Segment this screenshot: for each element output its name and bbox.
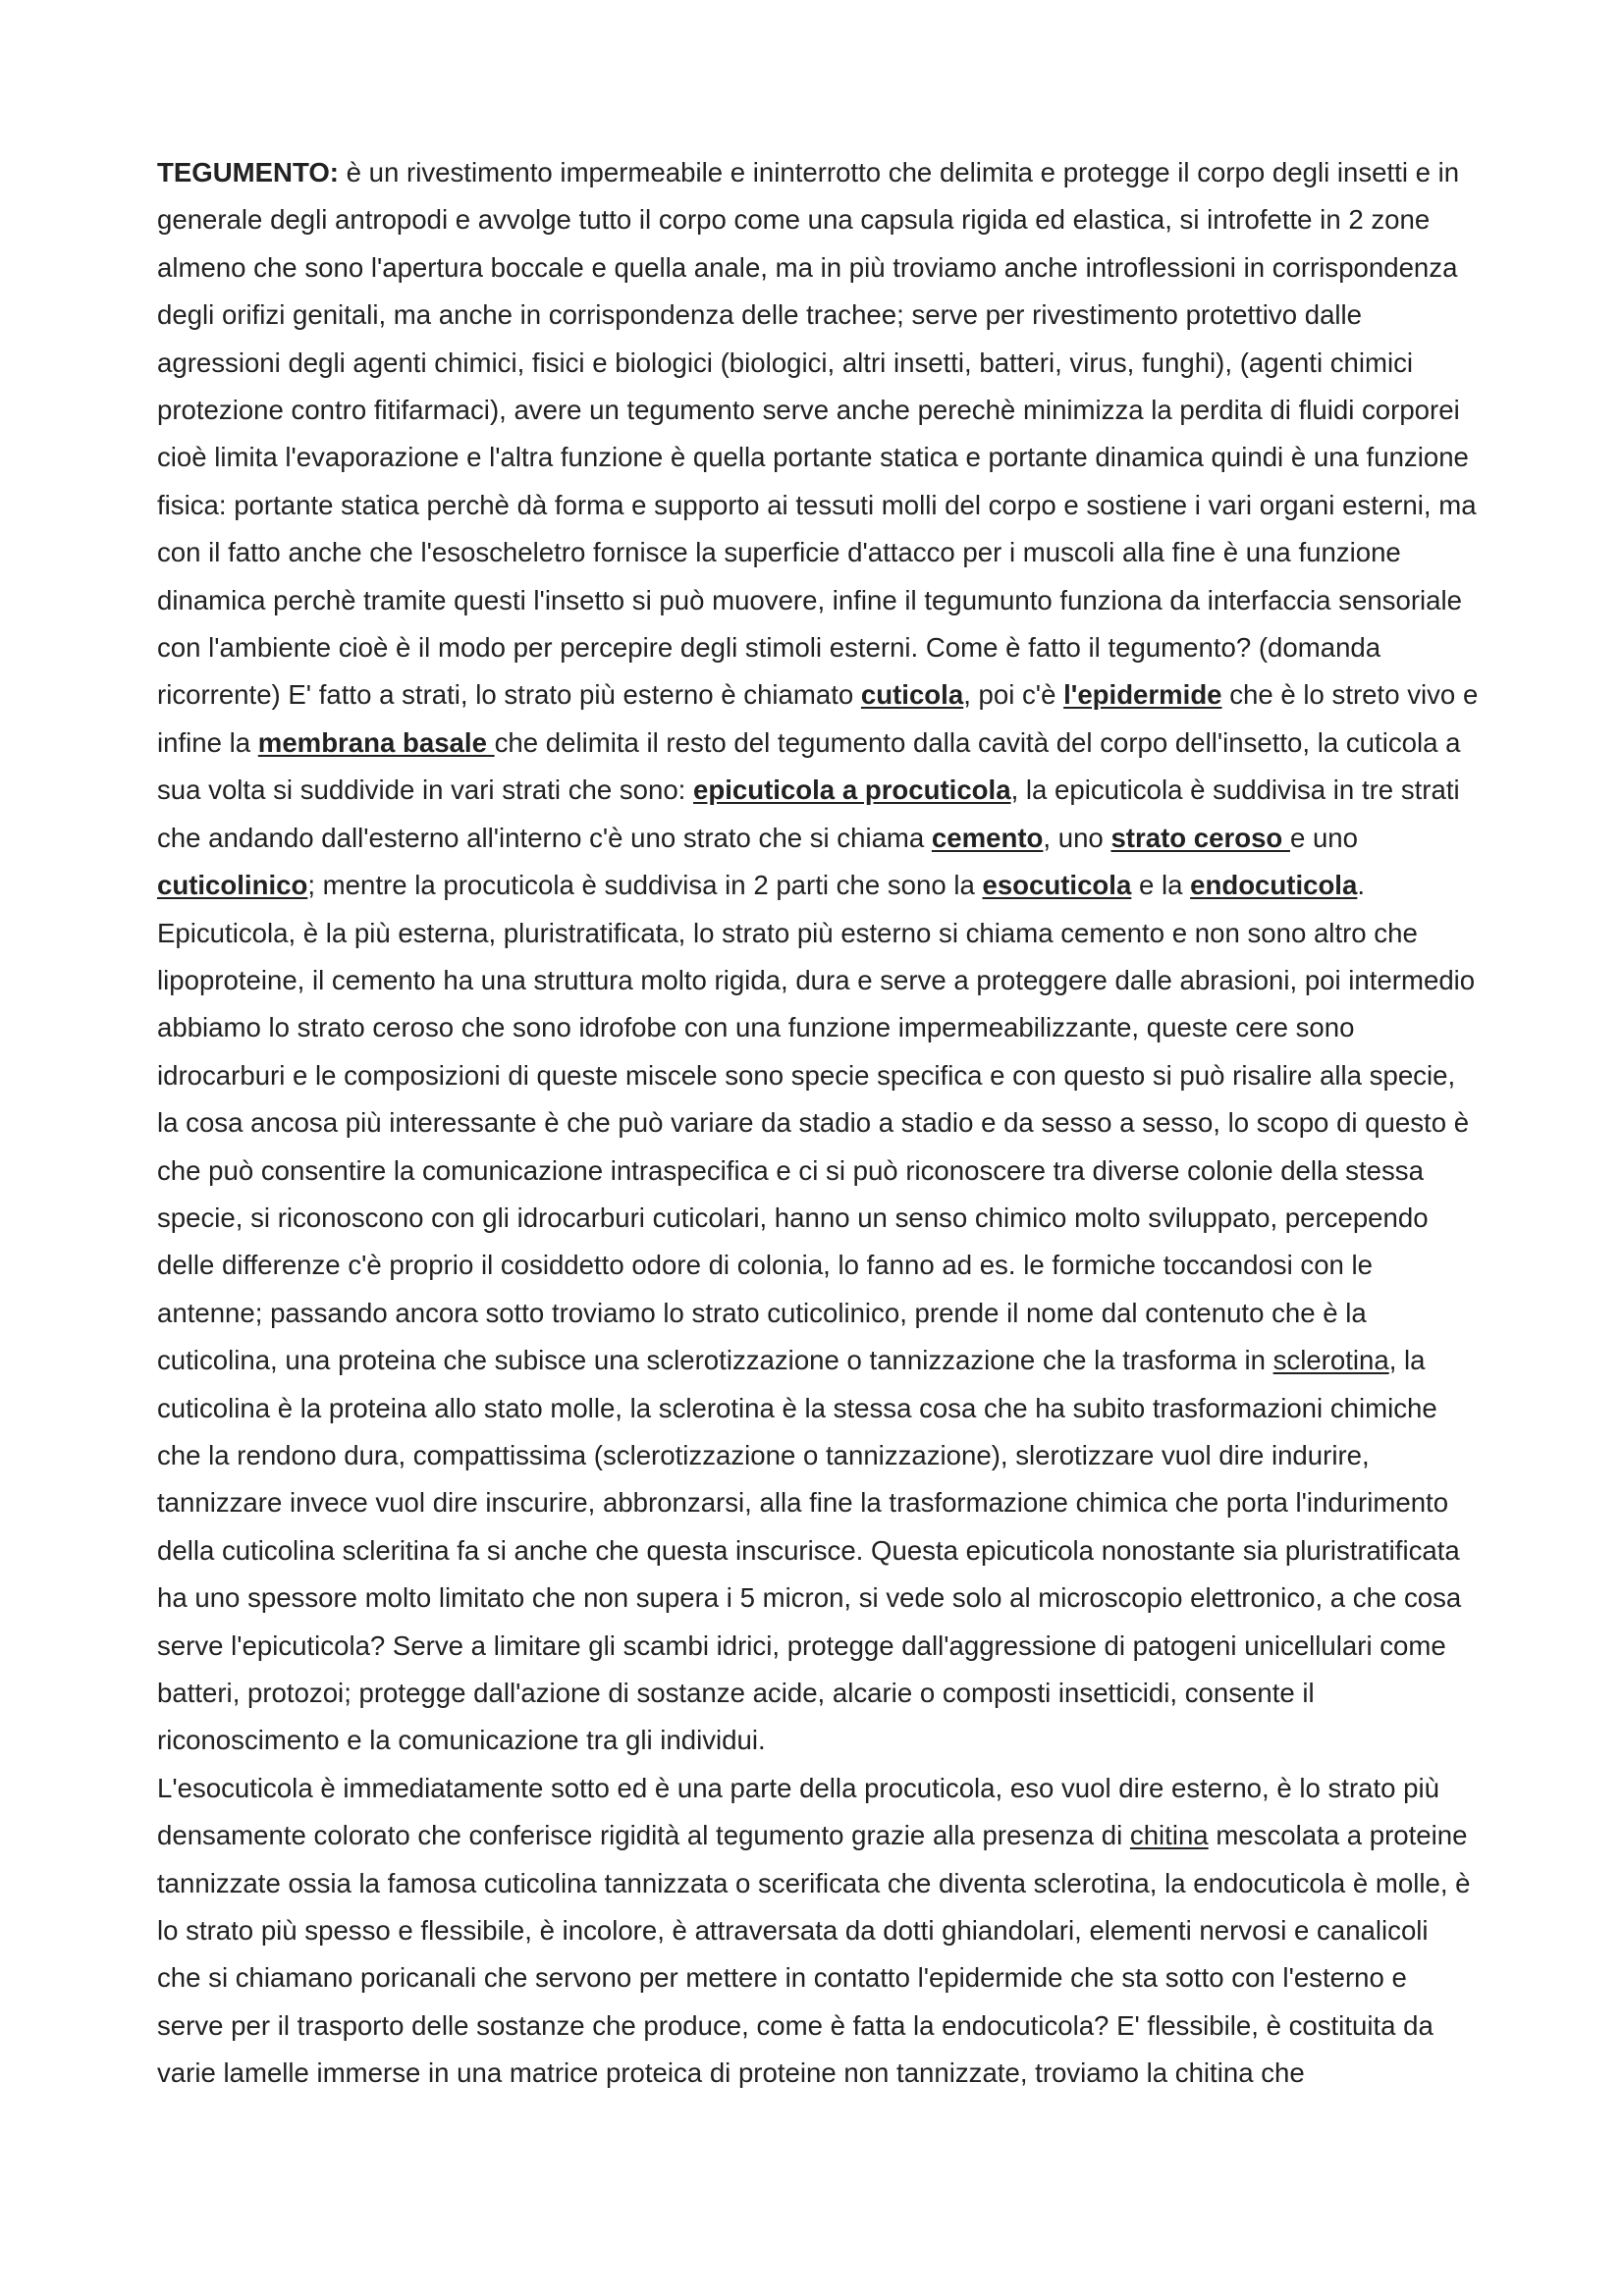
keyword-strato-ceroso: strato ceroso [1110, 822, 1290, 853]
term-sclerotina: sclerotina [1272, 1345, 1389, 1376]
text-run: che delimita il resto del tegumento dalla cavità del corpo dell'insetto, la cuticola a sua volta si suddivide in vari strati che sono: [157, 726, 1461, 806]
keyword-membrana-basale: membrana basale [257, 726, 495, 758]
term-chitina: chitina [1129, 1820, 1209, 1851]
text-run: ; mentre la procuticola è suddivisa in 2 parti che sono la [307, 870, 983, 901]
keyword-epicuticola-procuticola: epicuticola a procuticola [693, 774, 1011, 806]
keyword-esocuticola: esocuticola [982, 870, 1132, 901]
paragraph-esocuticola [157, 1765, 1479, 2098]
text-run: L'esocuticola è immediatamente sotto ed è una parte della procuticola, eso vuol dire esterno, è lo strato più densamente colorato che conferisce rigidità al tegumento grazie alla presenza di [157, 1772, 1440, 1851]
keyword-epidermide: l'epidermide [1063, 679, 1222, 711]
text-run: Epicuticola, è la più esterna, pluristratificata, lo strato più esterno si chiama cemento e non sono altro che lipoproteine, il cemento ha una struttura molto rigida, dura e serve a proteggere dalle abrasioni, poi intermedio abbiamo lo strato ceroso che sono idrofobe con una funzione impermeabilizzante, queste cere sono idrocarburi e le composizioni di queste miscele sono specie specifica e con questo si può risalire alla specie, la cosa ancosa più interessante è che può variare da stadio a stadio e da sesso a sesso, lo scopo di questo è che può consentire la comunicazione intraspecifica e ci si può riconoscere tra diverse colonie della stessa specie, si riconoscono con gli idrocarburi cuticolari, hanno un senso chimico molto sviluppato, percependo delle differenze c'è proprio il cosiddetto odore di colonia, lo fanno ad es. le formiche toccandosi con le antenne; passando ancora sotto troviamo lo strato cuticolinico, prende il nome dal contenuto che è la cuticolina, una proteina che subisce una sclerotizzazione o tannizzazione che la trasforma in [157, 917, 1476, 1376]
text-run: , la epicuticola è suddivisa in tre strati che andando dall'esterno all'interno c'è uno strato che si chiama [157, 774, 1460, 853]
keyword-cuticola: cuticola [860, 679, 964, 711]
text-run: che è lo streto vivo e infine la [157, 679, 1479, 758]
keyword-endocuticola: endocuticola [1190, 870, 1358, 901]
keyword-cemento: cemento [931, 822, 1044, 853]
paragraph-tegumento [157, 149, 1479, 910]
text-run: , uno [1043, 822, 1111, 853]
text-run: e la [1131, 870, 1191, 901]
document-page [157, 149, 1479, 2098]
text-run: è un rivestimento impermeabile e ininterrotto che delimita e protegge il corpo degli insetti e in generale degli antropodi e avvolge tutto il corpo come una capsula rigida ed elastica, si introfette in 2 zone almeno che sono l'apertura boccale e quella anale, ma in più troviamo anche introflessioni in corrispondenza degli orifizi genitali, ma anche in corrispondenza delle trachee; serve per rivestimento protettivo dalle agressioni degli agenti chimici, fisici e biologici (biologici, altri insetti, batteri, virus, funghi), (agenti chimici protezione contro fitifarmaci), avere un tegumento serve anche perechè minimizza la perdita di fluidi corporei cioè limita l'evaporazione e l'altra funzione è quella portante statica e portante dinamica quindi è una funzione fisica: portante statica perchè dà forma e supporto ai tessuti molli del corpo e sostiene i vari organi esterni, ma con il fatto anche che l'esoscheletro fornisce la superficie d'attacco per i muscoli alla fine è una funzione dinamica perchè tramite questi l'insetto si può muovere, infine il tegumunto funziona da interfaccia sensoriale con l'ambiente cioè è il modo per percepire degli stimoli esterni. Come è fatto il tegumento? (domanda ricorrente) E' fatto a strati, lo strato più esterno è chiamato [157, 157, 1477, 711]
text-run: e uno [1289, 822, 1359, 853]
text-run: mescolata a proteine tannizzate ossia la famosa cuticolina tannizzata o scerificata che diventa sclerotina, la endocuticola è molle, è lo strato più spesso e flessibile, è incolore, è attraversata da dotti ghiandolari, elementi nervosi e canalicoli che si chiamano poricanali che servono per mettere in contatto l'epidermide che sta sotto con l'esterno e serve per il trasporto delle sostanze che produce, come è fatta la endocuticola? E' flessibile, è costituita da varie lamelle immerse in una matrice proteica di proteine non tannizzate, troviamo la chitina che [157, 1820, 1471, 2089]
text-run: , poi c'è [963, 679, 1064, 711]
text-run: . [1357, 870, 1365, 901]
keyword-cuticolinico: cuticolinico [157, 870, 308, 901]
paragraph-epicuticola [157, 910, 1479, 1765]
text-run: , la cuticolina è la proteina allo stato molle, la sclerotina è la stessa cosa che ha subito trasformazioni chimiche che la rendono dura, compattissima (sclerotizzazione o tannizzazione), slerotizzare vuol dire indurire, tannizzare invece vuol dire inscurire, abbronzarsi, alla fine la trasformazione chimica che porta l'indurimento della cuticolina scleritina fa si anche che questa inscurisce. Questa epicuticola nonostante sia pluristratificata ha uno spessore molto limitato che non supera i 5 micron, si vede solo al microscopio elettronico, a che cosa serve l'epicuticola? Serve a limitare gli scambi idrici, protegge dall'aggressione di patogeni unicellulari come batteri, protozoi; protegge dall'azione di sostanze acide, alcarie o composti insetticidi, consente il riconoscimento e la comunicazione tra gli individui. [157, 1345, 1462, 1756]
section-label: TEGUMENTO: [157, 157, 339, 187]
